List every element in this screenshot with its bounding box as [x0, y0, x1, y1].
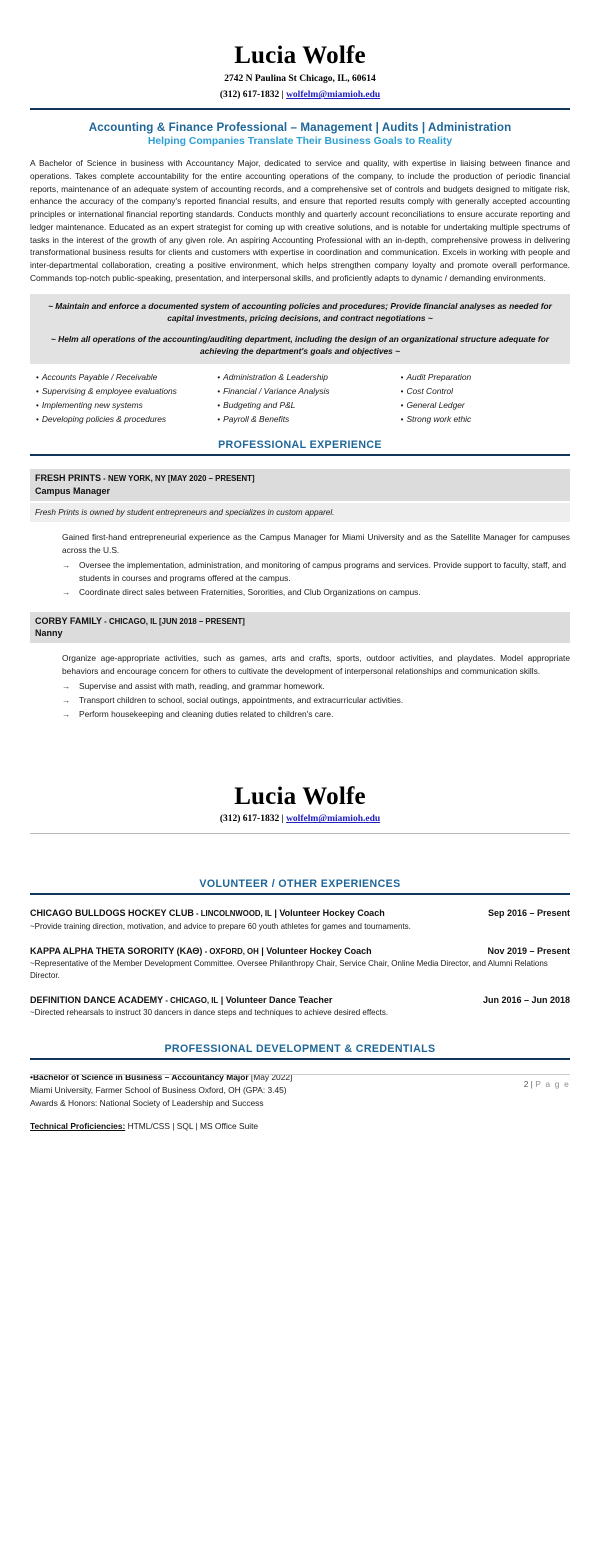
- section-title: VOLUNTEER / OTHER EXPERIENCES: [199, 878, 401, 891]
- page-footer: [30, 1074, 570, 1089]
- volunteer-heading: [30, 907, 570, 920]
- bullet-icon: •: [217, 387, 221, 397]
- skill-item: [36, 413, 205, 427]
- skill-item: [217, 399, 386, 413]
- skills-column-2: [205, 371, 386, 427]
- organization-location: - CHICAGO, IL: [163, 995, 219, 1005]
- footer-page-word: P a g e: [535, 1079, 570, 1090]
- skill-label: Payroll & Benefits: [223, 414, 290, 425]
- bullet-text: Coordinate direct sales between Fraternities, Sororities, and Club Organizations on campus.: [79, 586, 421, 597]
- skills-column-3: [387, 371, 570, 427]
- experience-bullet: [38, 694, 570, 707]
- bullet-icon: •: [217, 373, 221, 383]
- volunteer-dates: Jun 2016 – Jun 2018: [482, 994, 570, 1005]
- skill-label: Strong work ethic: [406, 414, 472, 425]
- contact-line-page2: [30, 813, 570, 827]
- volunteer-note: ~Provide training direction, motivation, and advice to prepare 60 youth athletes for games and tournaments.: [30, 921, 411, 931]
- experience-body: [30, 652, 570, 721]
- callout-line-1: ~ Maintain and enforce a documented system of accounting policies and procedures; Provide financial analyses as needed for capital investments, pricing decisions, and contract negotiations ~: [48, 300, 552, 323]
- contact-address: 2742 N Paulina St Chicago, IL, 60614: [224, 73, 376, 84]
- volunteer-entry: [30, 945, 570, 982]
- arrow-right-icon: →: [62, 694, 71, 705]
- skill-label: Implementing new systems: [41, 400, 143, 411]
- section-credentials: [30, 1043, 570, 1060]
- contact-line: [30, 89, 570, 103]
- bullet-icon: •: [36, 401, 39, 411]
- experience-bullet: [38, 559, 570, 585]
- technical-proficiencies-value: HTML/CSS | SQL | MS Office Suite: [125, 1121, 259, 1132]
- experience-company: [35, 472, 565, 485]
- callout-line-2: ~ Helm all operations of the accounting/auditing department, including the design of an organizational structure adequate for achieving the department's goals and objectives ~: [50, 334, 550, 357]
- experience-heading-band: [30, 469, 570, 501]
- experience-company-description-band: [30, 503, 570, 522]
- page2-header-divider: [30, 833, 570, 834]
- skill-label: Budgeting and P&L: [223, 400, 296, 411]
- bullet-icon: •: [217, 415, 221, 425]
- experience-heading-band: [30, 612, 570, 644]
- bullet-icon: •: [36, 373, 39, 383]
- organization-location: - OXFORD, OH: [202, 946, 259, 956]
- experience-intro: Gained first-hand entrepreneurial experience as the Campus Manager for Miami University and as the Satellite Manager for campuses across the U.S.: [62, 532, 570, 555]
- arrow-right-icon: →: [62, 680, 71, 691]
- education-degree: Bachelor of Science in Business – Accountancy Major: [32, 1072, 249, 1083]
- bullet-text: Perform housekeeping and cleaning duties related to children's care.: [79, 709, 334, 720]
- contact-separator: |: [279, 814, 287, 825]
- bullet-text: Supervise and assist with math, reading, and grammar homework.: [79, 680, 325, 691]
- contact-separator: |: [279, 90, 287, 101]
- skill-item: [36, 399, 205, 413]
- skill-item: [401, 371, 570, 385]
- resume-page-1: [0, 0, 600, 721]
- bullet-icon: •: [400, 373, 404, 383]
- skill-item: [36, 371, 205, 385]
- company-location-dates: - NEW YORK, NY [MAY 2020 – PRESENT]: [101, 474, 255, 484]
- skill-item: [217, 385, 386, 399]
- experience-bullet-list: [38, 680, 570, 721]
- organization-name: KAPPA ALPHA THETA SORORITY (ΚΑΘ): [30, 945, 203, 956]
- arrow-right-icon: →: [62, 559, 71, 570]
- skill-label: Audit Preparation: [406, 372, 472, 383]
- education-date: [May 2022]: [248, 1072, 293, 1083]
- summary-paragraph: A Bachelor of Science in business with Accountancy Major, dedicated to service and quality, with expertise in liaising between finance and operations. Takes complete accountability for the entire accounting operations of the company, to include the production of periodic financial reports, maintenance of an adequate system of accounting records, and a comprehensive set of controls and budgets designed to mitigate risk, enhance the accuracy of the company's reported financial results, and ensure that reported results comply with generally accepted accounting principles or international financial reporting standards. Conducts monthly and quarterly account reconciliations to ensure accurate reporting and ledger maintenance. Educated as an expert strategist for coming up with creative solutions, and is notable for undertaking multiple spectrums of tasks in the interest of the growth of any given role. An aspiring Accounting Professional with an in-depth, comprehensive prowess in delivering transformational business results for clients and customers with expertise in coordination and communication. Excels in working with people and inter-departmental collaboration, creating a positive environment, which helps strengthen company loyalty and promote overall performance. Commands top-notch public-speaking, presentation, and interpersonal skills, and proficiently adapts to dynamic / demanding environments.: [30, 158, 570, 283]
- volunteer-note: ~Directed rehearsals to instruct 30 dancers in dance steps and techniques to achieve desired effects.: [30, 1008, 389, 1018]
- section-professional-experience: [30, 439, 570, 456]
- candidate-name: Lucia Wolfe: [234, 42, 366, 69]
- bullet-icon: •: [217, 401, 221, 411]
- skill-label: Financial / Variance Analysis: [223, 386, 330, 397]
- skill-label: Cost Control: [406, 386, 454, 397]
- footer-divider: [30, 1074, 570, 1075]
- organization-name: DEFINITION DANCE ACADEMY: [30, 994, 164, 1005]
- education-awards: Awards & Honors: National Society of Leadership and Success: [30, 1098, 264, 1109]
- organization-location: - LINCOLNWOOD, IL: [193, 909, 272, 919]
- highlight-callout-box: [30, 294, 570, 365]
- company-name: FRESH PRINTS: [35, 473, 102, 484]
- section-divider: [30, 454, 570, 456]
- bullet-icon: •: [400, 387, 404, 397]
- arrow-right-icon: →: [62, 709, 71, 720]
- skill-item: [217, 371, 386, 385]
- skill-label: General Ledger: [406, 400, 465, 411]
- company-location-dates: - CHICAGO, IL [JUN 2018 – PRESENT]: [102, 616, 245, 626]
- professional-subheadline: Helping Companies Translate Their Business Goals to Reality: [147, 136, 453, 148]
- contact-email-link[interactable]: wolfelm@miamioh.edu: [286, 814, 381, 825]
- volunteer-dates: Sep 2016 – Present: [487, 908, 570, 919]
- section-volunteer: [30, 878, 570, 895]
- skills-column-1: [30, 371, 205, 427]
- contact-phone: (312) 617-1832: [219, 814, 280, 825]
- company-name: CORBY FAMILY: [35, 615, 103, 626]
- resume-page-2: [0, 721, 600, 1134]
- education-school: Miami University, Farmer School of Business Oxford, OH (GPA: 3.45): [30, 1085, 287, 1096]
- skill-label: Administration & Leadership: [223, 372, 328, 383]
- volunteer-dates: Nov 2019 – Present: [487, 945, 570, 956]
- volunteer-note: ~Representative of the Member Development Committee. Oversee Philanthropy Chair, Service Chair, Online Media Director, and Alumni Relations Director.: [30, 959, 548, 980]
- experience-bullet-list: [38, 559, 570, 599]
- footer-divider-glyph: |: [528, 1079, 536, 1090]
- core-skills-grid: [30, 371, 570, 427]
- volunteer-entry: [30, 907, 570, 932]
- skill-label: Supervising & employee evaluations: [41, 386, 177, 397]
- skill-item: [401, 413, 570, 427]
- arrow-right-icon: →: [62, 586, 71, 597]
- experience-company-description: Fresh Prints is owned by student entrepreneurs and specializes in custom apparel.: [35, 507, 335, 517]
- bullet-icon: •: [400, 401, 404, 411]
- bullet-icon: •: [36, 415, 39, 425]
- bullet-icon: •: [36, 387, 39, 397]
- experience-company: [35, 615, 565, 628]
- bullet-icon: •: [400, 415, 404, 425]
- skill-item: [401, 399, 570, 413]
- skill-label: Developing policies & procedures: [41, 414, 167, 425]
- technical-proficiencies-line: [30, 1120, 570, 1133]
- candidate-name-page2: Lucia Wolfe: [234, 782, 366, 810]
- section-title: PROFESSIONAL EXPERIENCE: [218, 439, 382, 452]
- organization-name: CHICAGO BULLDOGS HOCKEY CLUB: [30, 908, 194, 919]
- footer-page-number: 2: [523, 1079, 529, 1090]
- skill-item: [401, 385, 570, 399]
- contact-email-link[interactable]: wolfelm@miamioh.edu: [286, 90, 381, 101]
- volunteer-heading: [30, 945, 570, 958]
- experience-job-title: Campus Manager: [35, 486, 111, 497]
- bullet-text: Oversee the implementation, administration, and monitoring of campus programs and services. Provide support to faculty, staff, and students in courses and programs offered at the campus.: [79, 559, 567, 583]
- skill-label: Accounts Payable / Receivable: [41, 372, 158, 383]
- header-divider: [30, 108, 570, 110]
- experience-bullet: [38, 680, 570, 693]
- volunteer-organization: [30, 994, 332, 1007]
- volunteer-role: | Volunteer Hockey Coach: [271, 908, 385, 919]
- volunteer-heading: [30, 994, 570, 1007]
- experience-job-title: Nanny: [35, 628, 63, 639]
- technical-proficiencies-label: Technical Proficiencies:: [30, 1121, 126, 1132]
- professional-headline: Accounting & Finance Professional – Management | Audits | Administration: [88, 121, 512, 135]
- volunteer-entry: [30, 994, 570, 1019]
- experience-intro: Organize age-appropriate activities, such as games, arts and crafts, sports, outdoor activities, and playdates. Model appropriate behaviors and encourage concern for others to cultivate the development of interpersonal relationships and communication skills.: [62, 653, 570, 676]
- section-title: PROFESSIONAL DEVELOPMENT & CREDENTIALS: [164, 1043, 436, 1056]
- experience-entry: [30, 612, 570, 721]
- bullet-icon: •: [30, 1072, 33, 1083]
- skill-item: [36, 385, 205, 399]
- experience-bullet: [38, 708, 570, 721]
- skill-item: [217, 413, 386, 427]
- section-divider: [30, 893, 570, 895]
- volunteer-organization: [30, 945, 372, 958]
- volunteer-role: | Volunteer Hockey Coach: [258, 945, 372, 956]
- experience-body: [30, 531, 570, 598]
- experience-bullet: [38, 586, 570, 599]
- volunteer-role: | Volunteer Dance Teacher: [218, 994, 333, 1005]
- footer-page-indicator: [30, 1079, 570, 1089]
- experience-entry: [30, 469, 570, 598]
- volunteer-organization: [30, 907, 385, 920]
- contact-phone: (312) 617-1832: [219, 90, 280, 101]
- bullet-text: Transport children to school, social outings, appointments, and extracurricular activities.: [79, 694, 404, 705]
- section-divider: [30, 1058, 570, 1060]
